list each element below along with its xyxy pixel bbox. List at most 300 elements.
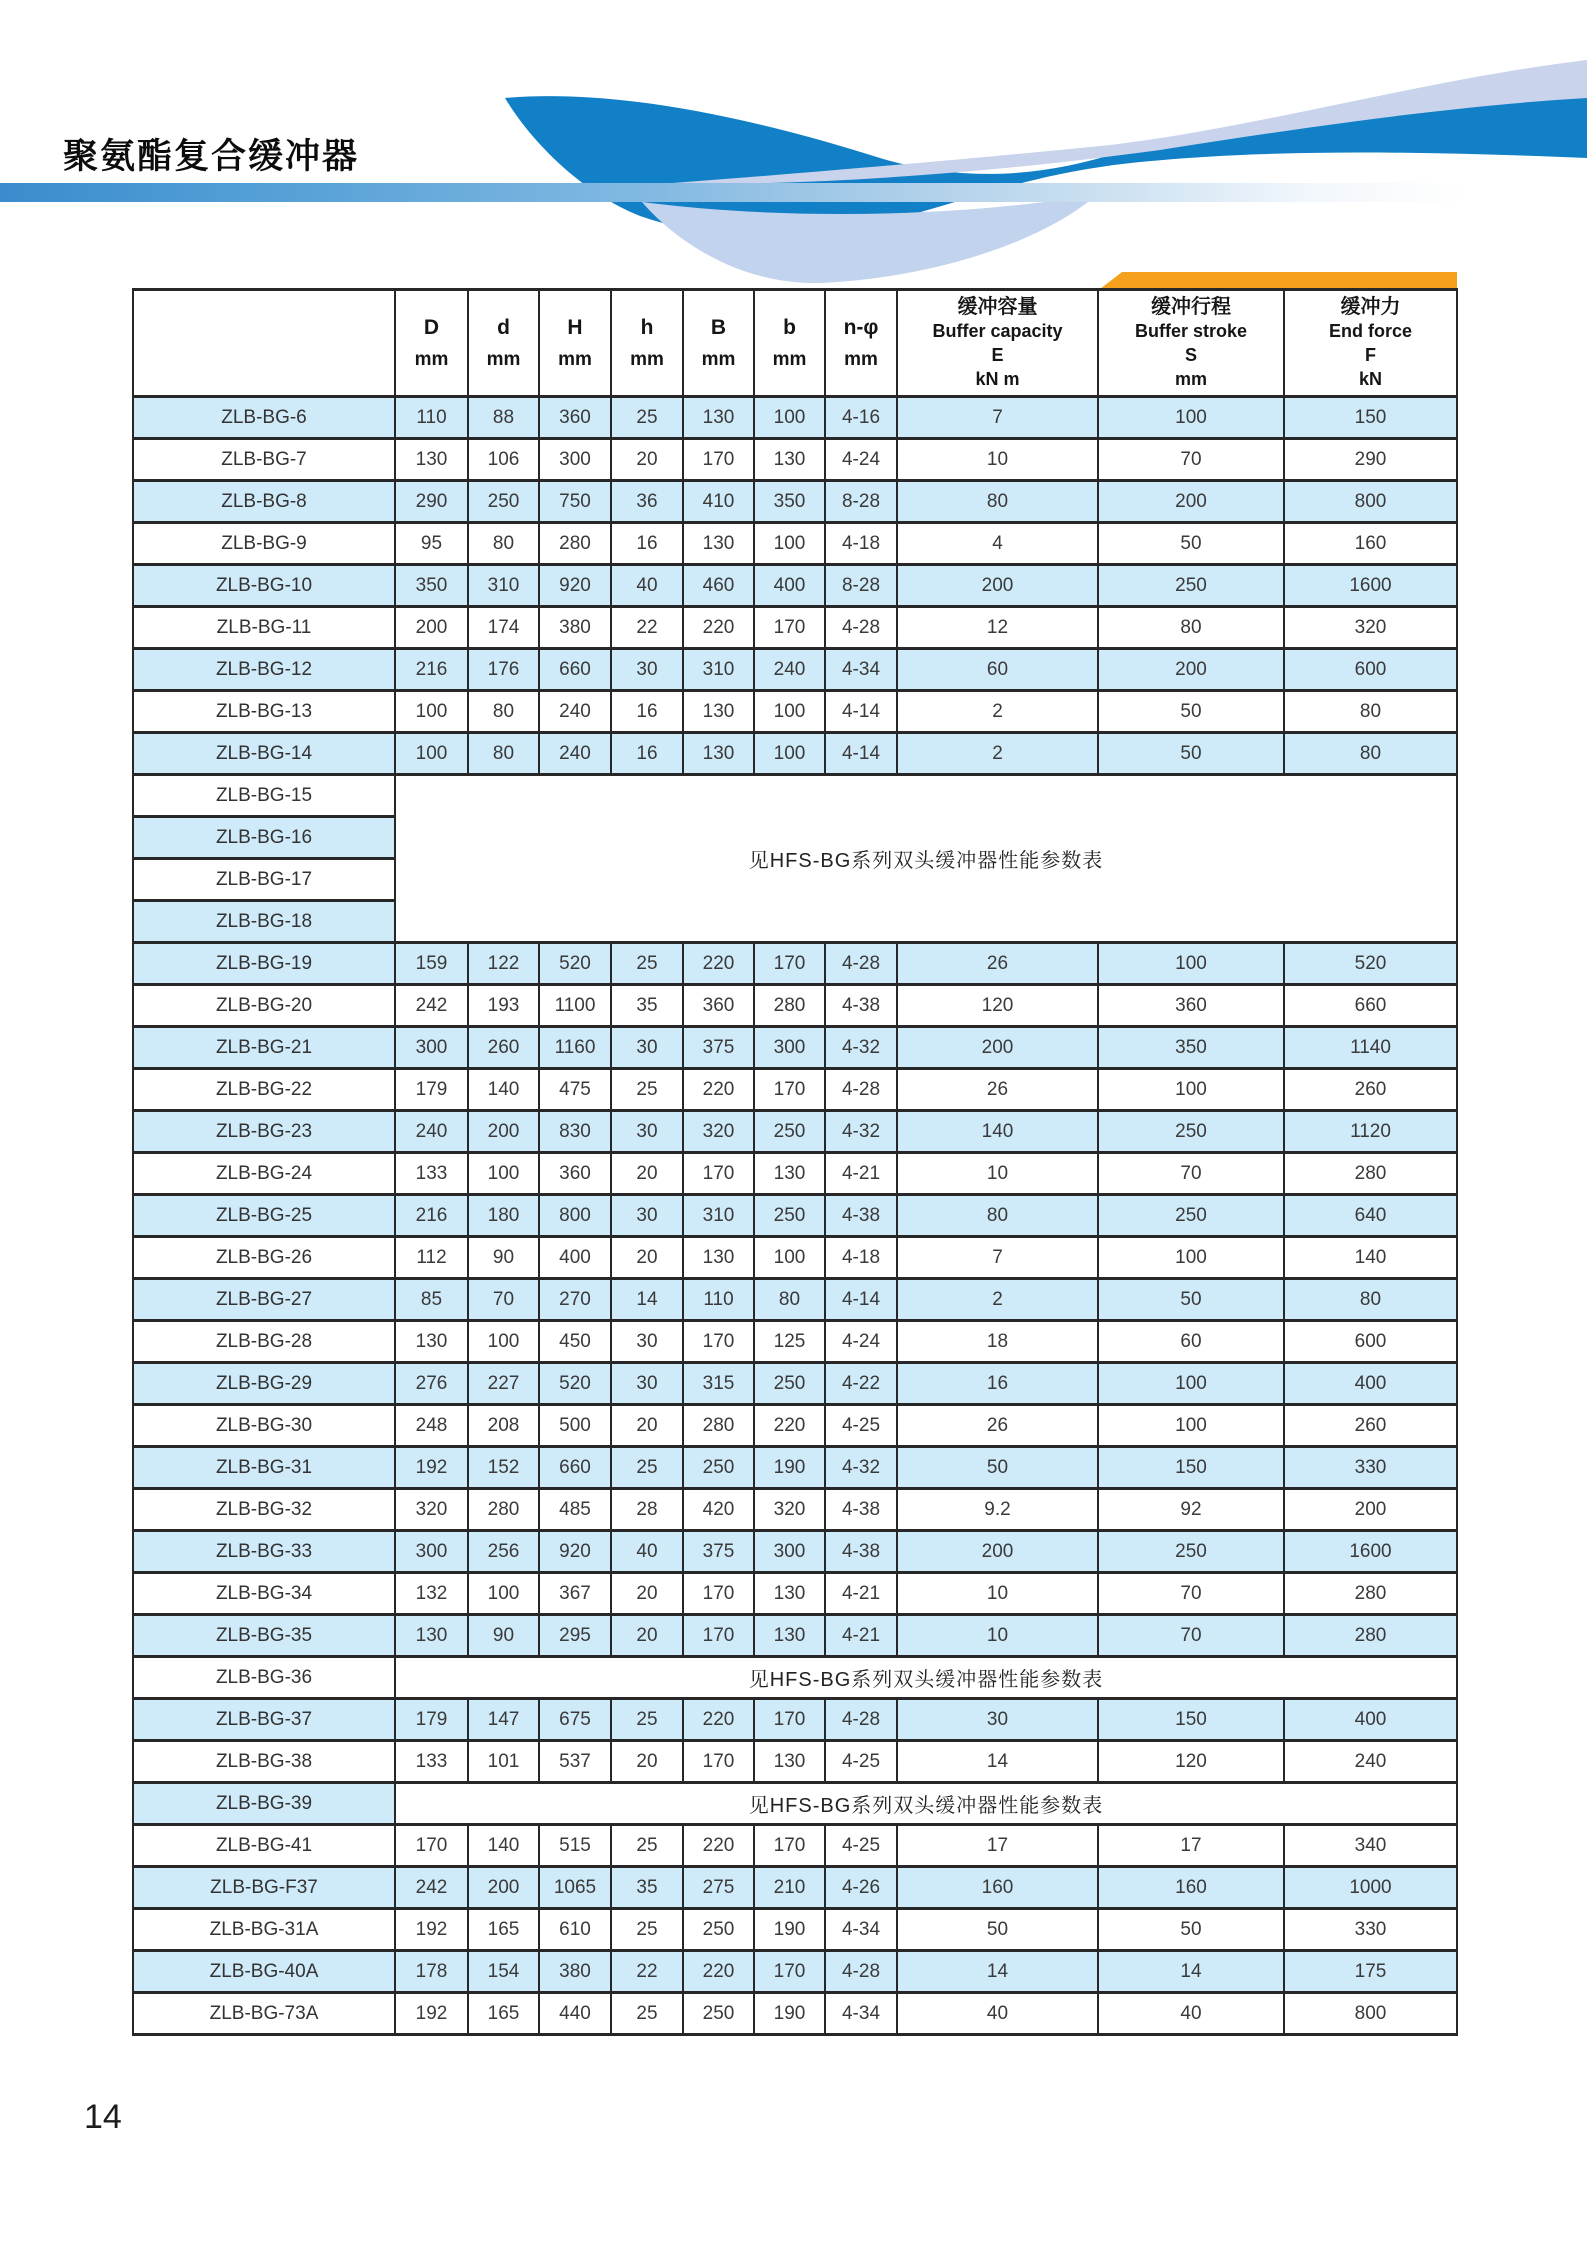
col-header-buffer-capacity xyxy=(897,290,1098,397)
header-gradient-bar xyxy=(0,183,1466,202)
model-cell: ZLB-BG-27 xyxy=(133,1279,395,1321)
value-cell: 140 xyxy=(468,1825,539,1867)
value-cell: 132 xyxy=(395,1573,468,1615)
value-cell: 515 xyxy=(539,1825,611,1867)
force-label-en: End force xyxy=(1328,321,1412,341)
value-cell: 256 xyxy=(468,1531,539,1573)
value-cell: 520 xyxy=(539,943,611,985)
orange-accent-banner xyxy=(1100,272,1457,289)
value-cell: 1600 xyxy=(1284,565,1457,607)
table-row xyxy=(133,565,1457,607)
model-cell: ZLB-BG-22 xyxy=(133,1069,395,1111)
value-cell: 260 xyxy=(468,1027,539,1069)
value-cell: 106 xyxy=(468,439,539,481)
value-cell: 250 xyxy=(683,1993,754,2035)
value-cell: 20 xyxy=(611,1741,683,1783)
value-cell: 220 xyxy=(683,1825,754,1867)
value-cell: 220 xyxy=(754,1405,825,1447)
value-cell: 200 xyxy=(1098,481,1284,523)
value-cell: 4-28 xyxy=(825,1951,897,1993)
value-cell: 192 xyxy=(395,1993,468,2035)
value-cell: 147 xyxy=(468,1699,539,1741)
value-cell: 20 xyxy=(611,1573,683,1615)
stroke-label-zh: 缓冲行程 xyxy=(1151,296,1231,318)
model-cell: ZLB-BG-23 xyxy=(133,1111,395,1153)
value-cell: 100 xyxy=(1098,943,1284,985)
table-row xyxy=(133,1111,1457,1153)
value-cell: 4-18 xyxy=(825,1237,897,1279)
value-cell: 190 xyxy=(754,1909,825,1951)
value-cell: 50 xyxy=(1098,691,1284,733)
value-cell: 80 xyxy=(1098,607,1284,649)
value-cell: 25 xyxy=(611,1825,683,1867)
value-cell: 242 xyxy=(395,1867,468,1909)
model-cell: ZLB-BG-29 xyxy=(133,1363,395,1405)
value-cell: 320 xyxy=(1284,607,1457,649)
value-cell: 36 xyxy=(611,481,683,523)
value-cell: 26 xyxy=(897,943,1098,985)
value-cell: 20 xyxy=(611,1153,683,1195)
value-cell: 122 xyxy=(468,943,539,985)
col-symbol: D xyxy=(423,315,440,339)
value-cell: 120 xyxy=(897,985,1098,1027)
value-cell: 400 xyxy=(539,1237,611,1279)
value-cell: 380 xyxy=(539,607,611,649)
value-cell: 20 xyxy=(611,1237,683,1279)
value-cell: 220 xyxy=(683,607,754,649)
table-row xyxy=(133,1825,1457,1867)
value-cell: 170 xyxy=(683,1615,754,1657)
value-cell: 250 xyxy=(1098,1531,1284,1573)
value-cell: 100 xyxy=(468,1321,539,1363)
model-cell: ZLB-BG-13 xyxy=(133,691,395,733)
value-cell: 26 xyxy=(897,1405,1098,1447)
value-cell: 1160 xyxy=(539,1027,611,1069)
model-cell: ZLB-BG-41 xyxy=(133,1825,395,1867)
value-cell: 4-21 xyxy=(825,1573,897,1615)
value-cell: 170 xyxy=(754,1951,825,1993)
value-cell: 500 xyxy=(539,1405,611,1447)
value-cell: 360 xyxy=(539,397,611,439)
value-cell: 400 xyxy=(1284,1699,1457,1741)
model-cell: ZLB-BG-6 xyxy=(133,397,395,439)
value-cell: 330 xyxy=(1284,1909,1457,1951)
value-cell: 70 xyxy=(1098,1615,1284,1657)
value-cell: 220 xyxy=(683,943,754,985)
value-cell: 460 xyxy=(683,565,754,607)
col-header-end-force xyxy=(1284,290,1457,397)
value-cell: 320 xyxy=(395,1489,468,1531)
stroke-symbol: S xyxy=(1184,345,1197,365)
table-row xyxy=(133,1531,1457,1573)
model-cell: ZLB-BG-21 xyxy=(133,1027,395,1069)
value-cell: 420 xyxy=(683,1489,754,1531)
value-cell: 35 xyxy=(611,1867,683,1909)
value-cell: 90 xyxy=(468,1615,539,1657)
value-cell: 280 xyxy=(539,523,611,565)
value-cell: 80 xyxy=(1284,1279,1457,1321)
value-cell: 920 xyxy=(539,565,611,607)
value-cell: 154 xyxy=(468,1951,539,1993)
value-cell: 248 xyxy=(395,1405,468,1447)
value-cell: 90 xyxy=(468,1237,539,1279)
value-cell: 170 xyxy=(754,1825,825,1867)
value-cell: 30 xyxy=(611,1195,683,1237)
value-cell: 101 xyxy=(468,1741,539,1783)
value-cell: 300 xyxy=(754,1531,825,1573)
model-cell: ZLB-BG-24 xyxy=(133,1153,395,1195)
model-cell: ZLB-BG-9 xyxy=(133,523,395,565)
value-cell: 130 xyxy=(683,691,754,733)
value-cell: 20 xyxy=(611,439,683,481)
value-cell: 16 xyxy=(611,523,683,565)
value-cell: 220 xyxy=(683,1951,754,1993)
value-cell: 400 xyxy=(1284,1363,1457,1405)
value-cell: 350 xyxy=(754,481,825,523)
value-cell: 70 xyxy=(1098,1573,1284,1615)
col-symbol: d xyxy=(497,315,510,339)
table-row xyxy=(133,1321,1457,1363)
value-cell: 4-21 xyxy=(825,1615,897,1657)
value-cell: 130 xyxy=(395,439,468,481)
table-row xyxy=(133,1027,1457,1069)
value-cell: 200 xyxy=(897,1027,1098,1069)
model-cell: ZLB-BG-40A xyxy=(133,1951,395,1993)
value-cell: 250 xyxy=(754,1111,825,1153)
value-cell: 10 xyxy=(897,1615,1098,1657)
value-cell: 14 xyxy=(897,1951,1098,1993)
value-cell: 240 xyxy=(395,1111,468,1153)
table-row xyxy=(133,397,1457,439)
value-cell: 440 xyxy=(539,1993,611,2035)
value-cell: 92 xyxy=(1098,1489,1284,1531)
value-cell: 18 xyxy=(897,1321,1098,1363)
value-cell: 30 xyxy=(611,1027,683,1069)
table-row xyxy=(133,1699,1457,1741)
value-cell: 1000 xyxy=(1284,1867,1457,1909)
value-cell: 4-34 xyxy=(825,1993,897,2035)
value-cell: 360 xyxy=(683,985,754,1027)
value-cell: 4 xyxy=(897,523,1098,565)
value-cell: 100 xyxy=(754,733,825,775)
value-cell: 25 xyxy=(611,397,683,439)
value-cell: 160 xyxy=(897,1867,1098,1909)
table-row xyxy=(133,775,1457,817)
model-cell: ZLB-BG-7 xyxy=(133,439,395,481)
model-cell: ZLB-BG-33 xyxy=(133,1531,395,1573)
value-cell: 170 xyxy=(754,607,825,649)
value-cell: 80 xyxy=(468,523,539,565)
model-cell: ZLB-BG-20 xyxy=(133,985,395,1027)
table-row xyxy=(133,985,1457,1027)
value-cell: 4-28 xyxy=(825,943,897,985)
value-cell: 25 xyxy=(611,1069,683,1111)
table-row xyxy=(133,1195,1457,1237)
value-cell: 88 xyxy=(468,397,539,439)
value-cell: 25 xyxy=(611,1699,683,1741)
value-cell: 160 xyxy=(1098,1867,1284,1909)
merged-note-cell: 见HFS-BG系列双头缓冲器性能参数表 xyxy=(395,1783,1457,1825)
value-cell: 100 xyxy=(1098,397,1284,439)
value-cell: 140 xyxy=(1284,1237,1457,1279)
value-cell: 227 xyxy=(468,1363,539,1405)
col-unit: mm xyxy=(486,348,521,370)
model-cell: ZLB-BG-26 xyxy=(133,1237,395,1279)
value-cell: 360 xyxy=(1098,985,1284,1027)
value-cell: 100 xyxy=(1098,1405,1284,1447)
table-row xyxy=(133,1447,1457,1489)
value-cell: 165 xyxy=(468,1993,539,2035)
value-cell: 190 xyxy=(754,1447,825,1489)
value-cell: 920 xyxy=(539,1531,611,1573)
value-cell: 275 xyxy=(683,1867,754,1909)
table-row xyxy=(133,691,1457,733)
model-cell: ZLB-BG-30 xyxy=(133,1405,395,1447)
table-row xyxy=(133,1405,1457,1447)
value-cell: 28 xyxy=(611,1489,683,1531)
model-cell: ZLB-BG-12 xyxy=(133,649,395,691)
model-cell: ZLB-BG-11 xyxy=(133,607,395,649)
value-cell: 130 xyxy=(683,733,754,775)
model-cell: ZLB-BG-38 xyxy=(133,1741,395,1783)
value-cell: 216 xyxy=(395,1195,468,1237)
value-cell: 35 xyxy=(611,985,683,1027)
value-cell: 100 xyxy=(754,691,825,733)
force-symbol: F xyxy=(1365,345,1376,365)
value-cell: 110 xyxy=(683,1279,754,1321)
value-cell: 242 xyxy=(395,985,468,1027)
value-cell: 520 xyxy=(1284,943,1457,985)
value-cell: 4-34 xyxy=(825,1909,897,1951)
value-cell: 320 xyxy=(754,1489,825,1531)
col-symbol: b xyxy=(783,315,796,339)
model-cell: ZLB-BG-15 xyxy=(133,775,395,817)
value-cell: 4-32 xyxy=(825,1447,897,1489)
value-cell: 30 xyxy=(611,649,683,691)
model-cell: ZLB-BG-37 xyxy=(133,1699,395,1741)
value-cell: 70 xyxy=(468,1279,539,1321)
value-cell: 12 xyxy=(897,607,1098,649)
value-cell: 4-32 xyxy=(825,1027,897,1069)
value-cell: 1600 xyxy=(1284,1531,1457,1573)
value-cell: 200 xyxy=(468,1867,539,1909)
value-cell: 4-14 xyxy=(825,691,897,733)
value-cell: 410 xyxy=(683,481,754,523)
value-cell: 130 xyxy=(395,1321,468,1363)
value-cell: 1140 xyxy=(1284,1027,1457,1069)
capacity-label-zh: 缓冲容量 xyxy=(957,296,1038,318)
value-cell: 170 xyxy=(683,1153,754,1195)
value-cell: 200 xyxy=(468,1111,539,1153)
value-cell: 360 xyxy=(539,1153,611,1195)
value-cell: 250 xyxy=(1098,1195,1284,1237)
value-cell: 174 xyxy=(468,607,539,649)
value-cell: 340 xyxy=(1284,1825,1457,1867)
value-cell: 16 xyxy=(611,733,683,775)
table-row xyxy=(133,481,1457,523)
model-cell: ZLB-BG-17 xyxy=(133,859,395,901)
value-cell: 80 xyxy=(754,1279,825,1321)
value-cell: 280 xyxy=(1284,1573,1457,1615)
value-cell: 475 xyxy=(539,1069,611,1111)
value-cell: 240 xyxy=(754,649,825,691)
value-cell: 170 xyxy=(395,1825,468,1867)
value-cell: 30 xyxy=(897,1699,1098,1741)
value-cell: 170 xyxy=(683,1741,754,1783)
value-cell: 290 xyxy=(395,481,468,523)
value-cell: 1120 xyxy=(1284,1111,1457,1153)
value-cell: 208 xyxy=(468,1405,539,1447)
value-cell: 7 xyxy=(897,397,1098,439)
capacity-symbol: E xyxy=(991,345,1004,365)
value-cell: 125 xyxy=(754,1321,825,1363)
table-row xyxy=(133,1867,1457,1909)
value-cell: 375 xyxy=(683,1027,754,1069)
value-cell: 4-16 xyxy=(825,397,897,439)
model-cell: ZLB-BG-36 xyxy=(133,1657,395,1699)
value-cell: 80 xyxy=(897,1195,1098,1237)
capacity-unit: kN m xyxy=(975,369,1020,389)
value-cell: 17 xyxy=(897,1825,1098,1867)
value-cell: 170 xyxy=(754,1699,825,1741)
value-cell: 30 xyxy=(611,1111,683,1153)
value-cell: 260 xyxy=(1284,1069,1457,1111)
value-cell: 10 xyxy=(897,1573,1098,1615)
value-cell: 160 xyxy=(1284,523,1457,565)
value-cell: 20 xyxy=(611,1615,683,1657)
col-header-h xyxy=(611,290,683,397)
value-cell: 1065 xyxy=(539,1867,611,1909)
value-cell: 4-38 xyxy=(825,985,897,1027)
value-cell: 315 xyxy=(683,1363,754,1405)
value-cell: 300 xyxy=(395,1027,468,1069)
page-title: 聚氨酯复合缓冲器 xyxy=(63,137,360,176)
value-cell: 4-28 xyxy=(825,1069,897,1111)
value-cell: 485 xyxy=(539,1489,611,1531)
value-cell: 280 xyxy=(1284,1153,1457,1195)
table-row xyxy=(133,1615,1457,1657)
value-cell: 4-21 xyxy=(825,1153,897,1195)
capacity-label-en: Buffer capacity xyxy=(932,321,1063,341)
value-cell: 4-38 xyxy=(825,1195,897,1237)
value-cell: 200 xyxy=(897,565,1098,607)
value-cell: 140 xyxy=(468,1069,539,1111)
value-cell: 220 xyxy=(683,1069,754,1111)
value-cell: 170 xyxy=(754,943,825,985)
table-row xyxy=(133,523,1457,565)
value-cell: 170 xyxy=(683,1573,754,1615)
table-row xyxy=(133,1237,1457,1279)
value-cell: 9.2 xyxy=(897,1489,1098,1531)
value-cell: 130 xyxy=(754,439,825,481)
table-row xyxy=(133,1951,1457,1993)
model-cell: ZLB-BG-28 xyxy=(133,1321,395,1363)
table-row xyxy=(133,1069,1457,1111)
value-cell: 25 xyxy=(611,1447,683,1489)
col-header-b xyxy=(754,290,825,397)
value-cell: 250 xyxy=(683,1909,754,1951)
value-cell: 140 xyxy=(897,1111,1098,1153)
value-cell: 25 xyxy=(611,1993,683,2035)
col-symbol: B xyxy=(710,315,727,339)
value-cell: 250 xyxy=(1098,565,1284,607)
value-cell: 537 xyxy=(539,1741,611,1783)
force-label-zh: 缓冲力 xyxy=(1340,296,1401,318)
value-cell: 250 xyxy=(754,1363,825,1405)
value-cell: 100 xyxy=(754,523,825,565)
table-row xyxy=(133,1741,1457,1783)
value-cell: 660 xyxy=(539,1447,611,1489)
value-cell: 22 xyxy=(611,1951,683,1993)
value-cell: 380 xyxy=(539,1951,611,1993)
value-cell: 170 xyxy=(683,439,754,481)
value-cell: 610 xyxy=(539,1909,611,1951)
col-unit: mm xyxy=(772,348,807,370)
col-unit: mm xyxy=(630,348,664,370)
stroke-unit: mm xyxy=(1174,369,1207,389)
value-cell: 640 xyxy=(1284,1195,1457,1237)
table-row xyxy=(133,1363,1457,1405)
value-cell: 660 xyxy=(539,649,611,691)
value-cell: 130 xyxy=(683,397,754,439)
model-cell: ZLB-BG-14 xyxy=(133,733,395,775)
model-cell: ZLB-BG-73A xyxy=(133,1993,395,2035)
value-cell: 450 xyxy=(539,1321,611,1363)
value-cell: 4-24 xyxy=(825,439,897,481)
value-cell: 10 xyxy=(897,439,1098,481)
value-cell: 100 xyxy=(395,691,468,733)
col-header-H xyxy=(539,290,611,397)
value-cell: 4-25 xyxy=(825,1405,897,1447)
value-cell: 10 xyxy=(897,1153,1098,1195)
value-cell: 276 xyxy=(395,1363,468,1405)
value-cell: 600 xyxy=(1284,649,1457,691)
col-unit: mm xyxy=(558,348,592,370)
value-cell: 40 xyxy=(1098,1993,1284,2035)
value-cell: 350 xyxy=(395,565,468,607)
value-cell: 22 xyxy=(611,607,683,649)
value-cell: 4-14 xyxy=(825,1279,897,1321)
value-cell: 330 xyxy=(1284,1447,1457,1489)
value-cell: 110 xyxy=(395,397,468,439)
value-cell: 260 xyxy=(1284,1405,1457,1447)
value-cell: 280 xyxy=(683,1405,754,1447)
value-cell: 4-28 xyxy=(825,1699,897,1741)
table-row xyxy=(133,1909,1457,1951)
value-cell: 165 xyxy=(468,1909,539,1951)
value-cell: 200 xyxy=(1284,1489,1457,1531)
table-row xyxy=(133,439,1457,481)
value-cell: 50 xyxy=(897,1447,1098,1489)
value-cell: 170 xyxy=(683,1321,754,1363)
value-cell: 100 xyxy=(1098,1069,1284,1111)
value-cell: 70 xyxy=(1098,1153,1284,1195)
value-cell: 100 xyxy=(754,397,825,439)
value-cell: 130 xyxy=(683,1237,754,1279)
table-row xyxy=(133,1993,1457,2035)
value-cell: 800 xyxy=(1284,481,1457,523)
col-header-buffer-stroke xyxy=(1098,290,1284,397)
value-cell: 310 xyxy=(683,1195,754,1237)
value-cell: 310 xyxy=(468,565,539,607)
value-cell: 4-38 xyxy=(825,1531,897,1573)
model-cell: ZLB-BG-25 xyxy=(133,1195,395,1237)
value-cell: 300 xyxy=(754,1027,825,1069)
value-cell: 367 xyxy=(539,1573,611,1615)
value-cell: 320 xyxy=(683,1111,754,1153)
value-cell: 250 xyxy=(754,1195,825,1237)
value-cell: 133 xyxy=(395,1741,468,1783)
